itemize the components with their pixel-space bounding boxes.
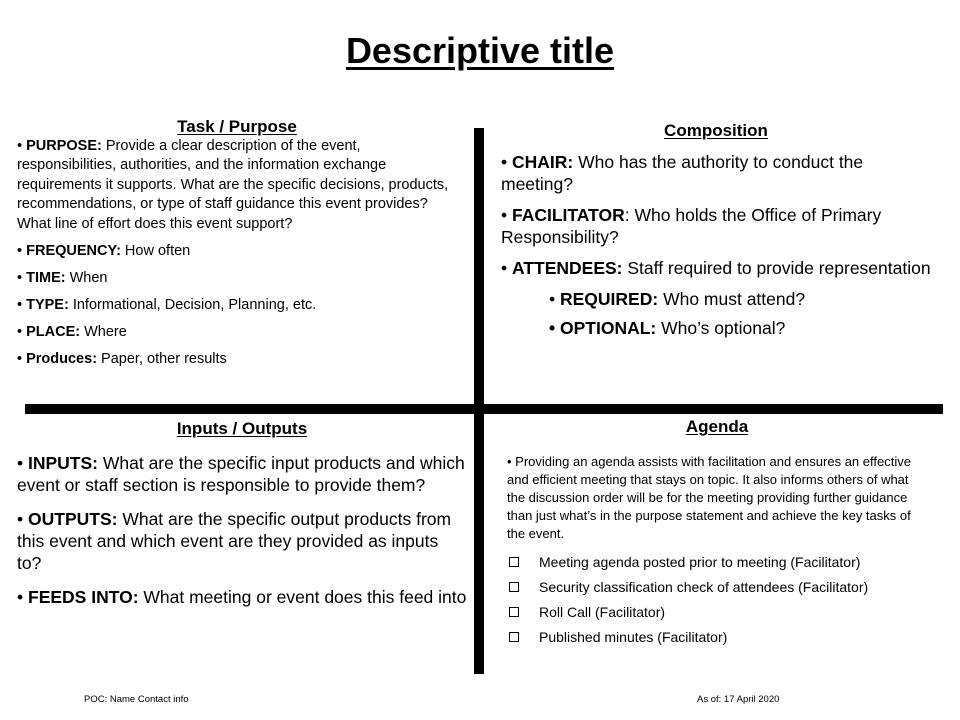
checklist-item-label: Security classification check of attendees (Facilitator) bbox=[539, 578, 869, 595]
task-purpose-heading: Task / Purpose bbox=[177, 117, 297, 136]
as-of-footer: As of: 17 April 2020 bbox=[697, 694, 780, 705]
feeds-into-label: FEEDS INTO: bbox=[28, 587, 139, 607]
checkbox-icon bbox=[509, 557, 519, 567]
frequency-label: FREQUENCY: bbox=[26, 242, 121, 259]
optional-text: Who’s optional? bbox=[656, 318, 786, 338]
facilitator-text: : Who holds the Office of Primary Responsibility? bbox=[501, 205, 882, 247]
frequency-text: How often bbox=[120, 242, 191, 259]
time-text: When bbox=[65, 269, 108, 286]
checklist-item bbox=[507, 599, 927, 624]
frequency-item: • FREQUENCY: How often bbox=[17, 242, 191, 259]
vertical-divider bbox=[474, 128, 484, 674]
checkbox-icon bbox=[509, 582, 519, 592]
required-text: Who must attend? bbox=[658, 289, 806, 309]
required-item: • REQUIRED: Who must attend? bbox=[549, 289, 806, 309]
place-item: • PLACE: Where bbox=[17, 323, 127, 340]
type-text: Informational, Decision, Planning, etc. bbox=[68, 296, 317, 313]
poc-footer: POC: Name Contact info bbox=[84, 694, 189, 705]
place-label: PLACE: bbox=[26, 323, 81, 340]
attendees-text: Staff required to provide representation bbox=[622, 258, 931, 278]
composition-heading: Composition bbox=[664, 121, 768, 140]
inputs-label: INPUTS: bbox=[28, 453, 98, 473]
inputs-outputs-section bbox=[17, 418, 467, 620]
purpose-text: Provide a clear description of the event, responsibilities, authorities, and the information exchange requirements it supports. What are the specific decisions, products, recommendations, or type of staff guidance this event provides? What line of effort does this event support? bbox=[17, 137, 449, 232]
agenda-checklist bbox=[507, 549, 927, 649]
checklist-item bbox=[507, 574, 927, 599]
checkbox-icon bbox=[509, 607, 519, 617]
produces-text: Paper, other results bbox=[97, 350, 227, 367]
chair-item: • CHAIR: Who has the authority to conduct the meeting? bbox=[501, 152, 864, 194]
feeds-into-item: • FEEDS INTO: What meeting or event does this feed into bbox=[17, 587, 467, 607]
composition-section bbox=[501, 120, 931, 346]
optional-label: OPTIONAL: bbox=[560, 318, 657, 338]
attendees-item: • ATTENDEES: Staff required to provide representation bbox=[501, 258, 931, 278]
type-item: • TYPE: Informational, Decision, Planning, etc. bbox=[17, 296, 317, 313]
facilitator-item: • FACILITATOR: Who holds the Office of Primary Responsibility? bbox=[501, 205, 882, 247]
required-label: REQUIRED: bbox=[560, 289, 659, 309]
time-label: TIME: bbox=[26, 269, 66, 286]
produces-label: Produces: bbox=[26, 350, 98, 367]
checklist-item-label: Published minutes (Facilitator) bbox=[539, 628, 728, 645]
chair-label: CHAIR: bbox=[512, 152, 574, 172]
task-purpose-section bbox=[17, 117, 457, 377]
checklist-item-label: Roll Call (Facilitator) bbox=[539, 603, 666, 620]
purpose-item: • PURPOSE: Provide a clear description of the event, responsibilities, authorities, and the information exchange requirements it supports. What are the specific decisions, products, recommendations, or type of staff guidance this event provides? What line of effort does this event support? bbox=[17, 137, 449, 232]
agenda-section bbox=[507, 418, 927, 649]
page-title: Descriptive title bbox=[345, 30, 615, 71]
type-label: TYPE: bbox=[26, 296, 69, 313]
optional-item: • OPTIONAL: Who’s optional? bbox=[549, 318, 786, 338]
outputs-text: What are the specific output products from this event and which event are they provided as inputs to? bbox=[17, 509, 452, 573]
time-item: • TIME: When bbox=[17, 269, 108, 286]
agenda-heading: Agenda bbox=[685, 417, 749, 436]
horizontal-divider bbox=[25, 404, 943, 414]
produces-item: • Produces: Paper, other results bbox=[17, 350, 227, 367]
outputs-label: OUTPUTS: bbox=[28, 509, 118, 529]
feeds-into-text: What meeting or event does this feed into bbox=[138, 587, 467, 607]
checklist-item-label: Meeting agenda posted prior to meeting (Facilitator) bbox=[539, 553, 861, 570]
inputs-item: • INPUTS: What are the specific input products and which event or staff section is responsible to provide them? bbox=[17, 453, 465, 495]
place-text: Where bbox=[80, 323, 127, 340]
facilitator-label: FACILITATOR bbox=[512, 205, 625, 225]
checklist-item bbox=[507, 624, 927, 649]
attendees-label: ATTENDEES: bbox=[512, 258, 623, 278]
purpose-label: PURPOSE: bbox=[26, 137, 102, 154]
inputs-text: What are the specific input products and which event or staff section is responsible to provide them? bbox=[17, 453, 465, 495]
outputs-item: • OUTPUTS: What are the specific output products from this event and which event are they provided as inputs to? bbox=[17, 509, 452, 573]
agenda-intro: • Providing an agenda assists with facilitation and ensures an effective and efficient meeting that stays on topic. It also informs others of what the discussion order will be for the meeting providing further guidance than just what’s in the purpose statement and achieve the key tasks of the event. bbox=[507, 454, 911, 541]
checklist-item bbox=[507, 549, 927, 574]
inputs-outputs-heading: Inputs / Outputs bbox=[176, 419, 308, 438]
chair-text: Who has the authority to conduct the meeting? bbox=[501, 152, 864, 194]
checkbox-icon bbox=[509, 632, 519, 642]
